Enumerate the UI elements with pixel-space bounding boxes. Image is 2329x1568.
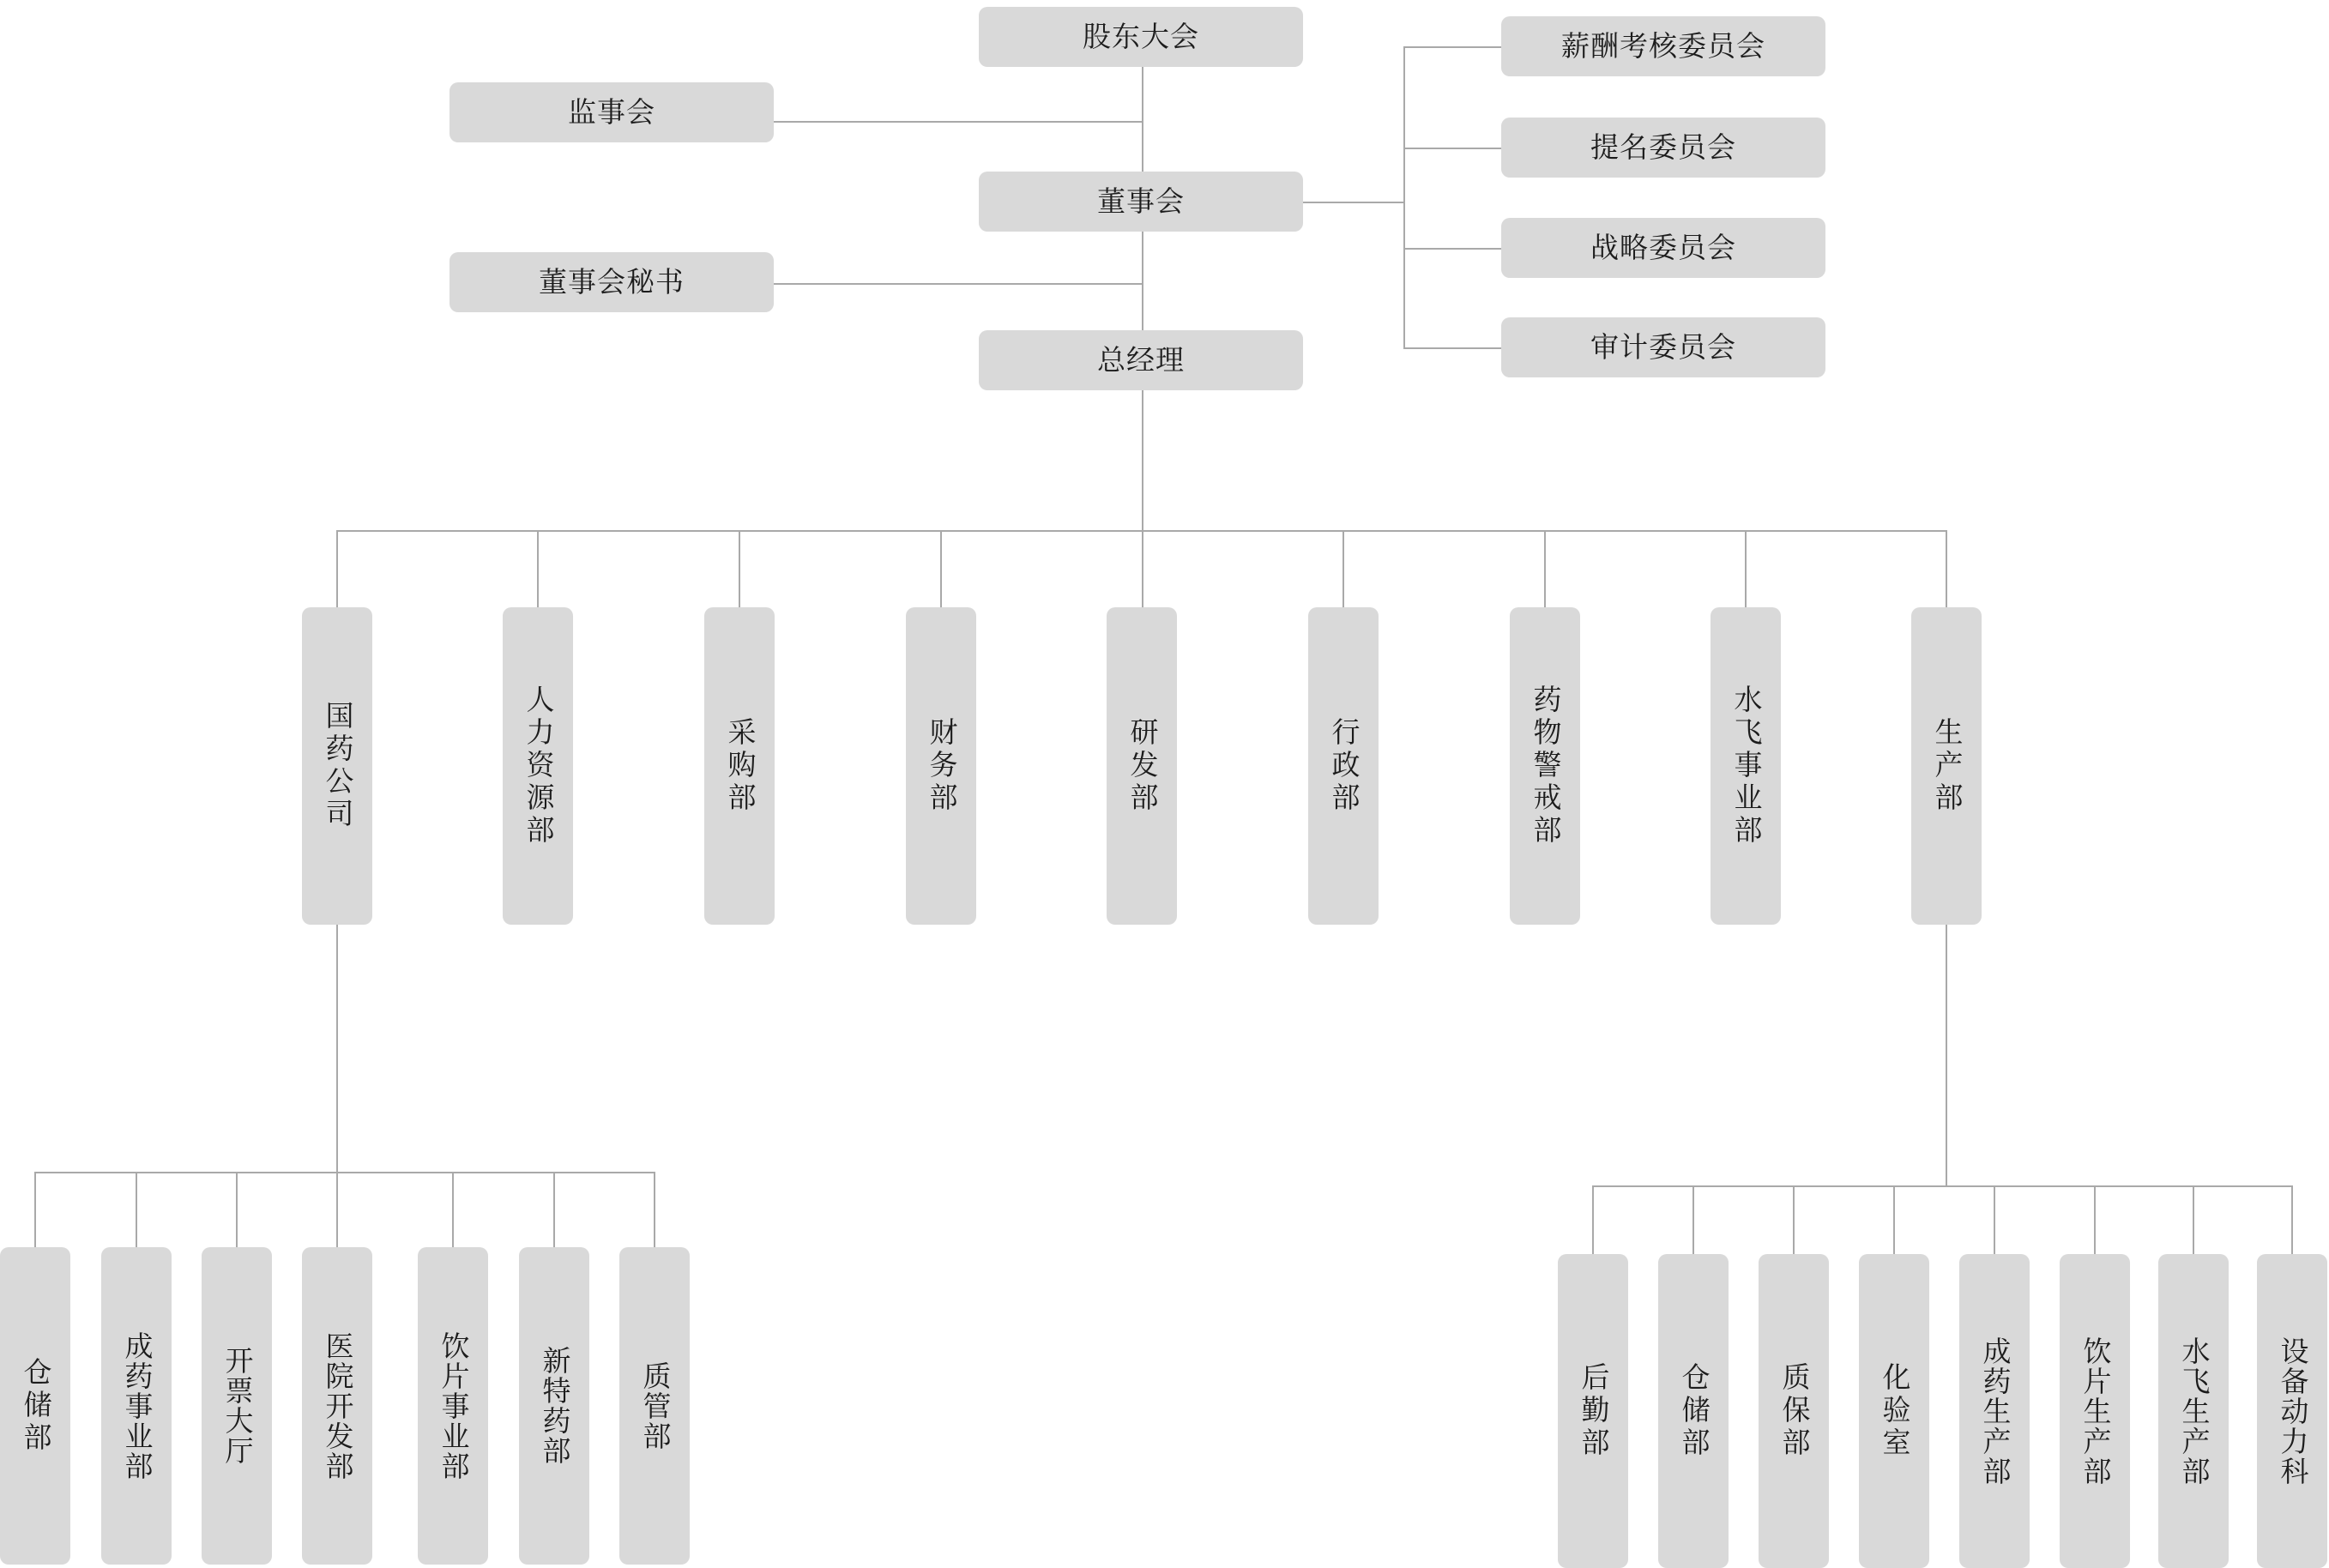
connector-drop-prod-6 bbox=[2094, 1185, 2096, 1254]
connector-production-trunk bbox=[1946, 925, 1947, 1187]
connector-committee-spine bbox=[1403, 46, 1405, 348]
node-dept-pharmacovigilance[interactable]: 药物警戒部 bbox=[1510, 607, 1580, 925]
connector-committee-3 bbox=[1403, 248, 1501, 250]
connector-gm-trunk bbox=[1142, 390, 1143, 532]
connector-drop-guoyao-1 bbox=[34, 1172, 36, 1247]
connector-department-bus bbox=[336, 530, 1946, 532]
connector-drop-guoyao-5 bbox=[452, 1172, 454, 1247]
node-dept-administration[interactable]: 行政部 bbox=[1308, 607, 1379, 925]
connector-drop-dept-5 bbox=[1142, 530, 1143, 607]
node-guoyao-child-warehouse[interactable]: 仓储部 bbox=[0, 1247, 70, 1565]
node-guoyao-child-quality-management[interactable]: 质管部 bbox=[619, 1247, 690, 1565]
connector-drop-prod-5 bbox=[1994, 1185, 1995, 1254]
node-general-manager[interactable]: 总经理 bbox=[979, 330, 1303, 390]
connector-drop-prod-7 bbox=[2193, 1185, 2194, 1254]
connector-drop-prod-2 bbox=[1692, 1185, 1694, 1254]
connector-board-gm bbox=[1142, 232, 1143, 330]
connector-drop-dept-6 bbox=[1342, 530, 1344, 607]
node-supervisory-board[interactable]: 监事会 bbox=[450, 82, 774, 142]
connector-drop-dept-8 bbox=[1745, 530, 1747, 607]
connector-drop-prod-1 bbox=[1592, 1185, 1594, 1254]
connector-drop-guoyao-2 bbox=[136, 1172, 137, 1247]
node-production-child-quality-assurance[interactable]: 质保部 bbox=[1759, 1254, 1829, 1568]
node-production-child-shuifei-production[interactable]: 水飞生产部 bbox=[2158, 1254, 2229, 1568]
node-dept-guoyao-company[interactable]: 国药公司 bbox=[302, 607, 372, 925]
node-dept-procurement[interactable]: 采购部 bbox=[704, 607, 775, 925]
node-dept-rnd[interactable]: 研发部 bbox=[1107, 607, 1177, 925]
connector-drop-prod-4 bbox=[1893, 1185, 1895, 1254]
connector-drop-prod-8 bbox=[2291, 1185, 2293, 1254]
connector-drop-dept-2 bbox=[537, 530, 539, 607]
node-guoyao-child-finished-medicine-division[interactable]: 成药事业部 bbox=[101, 1247, 172, 1565]
node-production-child-laboratory[interactable]: 化验室 bbox=[1859, 1254, 1929, 1568]
connector-drop-guoyao-4 bbox=[336, 1172, 338, 1247]
node-committee-nomination[interactable]: 提名委员会 bbox=[1501, 118, 1825, 178]
node-production-child-equipment-power[interactable]: 设备动力科 bbox=[2257, 1254, 2327, 1568]
node-committee-compensation[interactable]: 薪酬考核委员会 bbox=[1501, 16, 1825, 76]
connector-committee-1 bbox=[1403, 46, 1501, 48]
connector-drop-guoyao-6 bbox=[553, 1172, 555, 1247]
connector-committee-2 bbox=[1403, 148, 1501, 149]
node-dept-production[interactable]: 生产部 bbox=[1911, 607, 1982, 925]
connector-guoyao-trunk bbox=[336, 925, 338, 1173]
connector-drop-dept-3 bbox=[739, 530, 740, 607]
node-committee-strategy[interactable]: 战略委员会 bbox=[1501, 218, 1825, 278]
node-guoyao-child-specialty-drugs[interactable]: 新特药部 bbox=[519, 1247, 589, 1565]
connector-guoyao-bus bbox=[34, 1172, 654, 1173]
connector-drop-dept-1 bbox=[336, 530, 338, 607]
node-guoyao-child-invoice-hall[interactable]: 开票大厅 bbox=[202, 1247, 272, 1565]
connector-drop-guoyao-3 bbox=[236, 1172, 238, 1247]
connector-production-bus bbox=[1592, 1185, 2291, 1187]
connector-drop-dept-4 bbox=[940, 530, 942, 607]
node-guoyao-child-hospital-development[interactable]: 医院开发部 bbox=[302, 1247, 372, 1565]
node-dept-human-resources[interactable]: 人力资源部 bbox=[503, 607, 573, 925]
node-production-child-decoction-pieces-production[interactable]: 饮片生产部 bbox=[2060, 1254, 2130, 1568]
node-production-child-warehouse[interactable]: 仓储部 bbox=[1658, 1254, 1729, 1568]
connector-secretary-trunk bbox=[774, 283, 1143, 285]
node-production-child-logistics[interactable]: 后勤部 bbox=[1558, 1254, 1628, 1568]
node-dept-finance[interactable]: 财务部 bbox=[906, 607, 976, 925]
connector-drop-dept-9 bbox=[1946, 530, 1947, 607]
connector-drop-guoyao-7 bbox=[654, 1172, 655, 1247]
connector-drop-prod-3 bbox=[1793, 1185, 1795, 1254]
node-shareholders-meeting[interactable]: 股东大会 bbox=[979, 7, 1303, 67]
connector-supervisory-trunk bbox=[774, 121, 1143, 123]
node-production-child-finished-medicine-production[interactable]: 成药生产部 bbox=[1959, 1254, 2030, 1568]
connector-committee-4 bbox=[1403, 347, 1501, 349]
node-guoyao-child-decoction-pieces-division[interactable]: 饮片事业部 bbox=[418, 1247, 488, 1565]
connector-board-committee-stub bbox=[1300, 202, 1403, 203]
node-committee-audit[interactable]: 审计委员会 bbox=[1501, 317, 1825, 377]
node-dept-shuifei-division[interactable]: 水飞事业部 bbox=[1711, 607, 1781, 925]
node-board-of-directors[interactable]: 董事会 bbox=[979, 172, 1303, 232]
connector-drop-dept-7 bbox=[1544, 530, 1546, 607]
node-board-secretary[interactable]: 董事会秘书 bbox=[450, 252, 774, 312]
